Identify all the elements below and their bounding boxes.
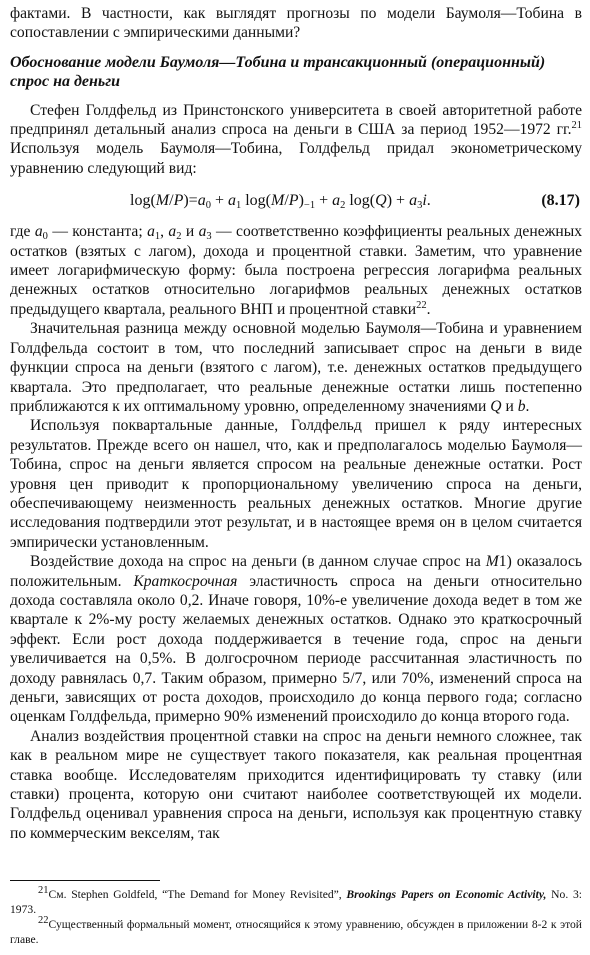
footnote-ref-22: 22 (416, 299, 427, 311)
footnote-22: $^{22}$Существенный формальный момент, относящийся к этому уравнению, обсужден в приложении 8-2 к этой главе. (10, 915, 582, 946)
footnote-ref-21: 21 (571, 119, 582, 131)
paragraph-income-elasticity: Воздействие дохода на спрос на деньги (в данном случае спрос на M1) оказалось положительным. Краткосрочная эластичность спроса на деньги относительно дохода составляла около 0,2. Иначе говоря, 10%-е увеличение дохода ведет в том же квартале к 2%-му росту желаемых денежных остатков. Однако это краткосрочный эффект. Если рост дохода поддерживается в течение года, спрос на деньги увеличивается на 0,5%. В долгосрочном периоде рассчитанная эластичность по доходу равнялась 0,7. Таким образом, примерно 5/7, или 70%, изменений спроса на деньги, зависящих от роста доходов, происходило до конца первого года; согласно оценкам Голдфельда, примерно 90% изменений происходило до конца второго года. (10, 553, 582, 726)
intro-paragraph: фактами. В частности, как выглядят прогнозы по модели Баумоля—Тобина в сопоставлении с эмпирическими данными? (10, 5, 582, 42)
paragraph-interest-rate: Анализ воздействия процентной ставки на спрос на деньги немного сложнее, так как в реальном мире не существует такого показателя, как реальная процентная ставка вообще. Исследователям приходится идентифицировать ту ставку (или ставки) процента, которую они считают наиболее соответствующей их модели. Голдфельд оценивал уравнения спроса на деньги, используя как процентную ставку по коммерческим векселям, так (10, 727, 582, 842)
footnote-divider (10, 880, 160, 881)
footnotes (10, 887, 582, 947)
section-heading: Обоснование модели Баумоля—Тобина и трансакционный (операционный) спрос на деньги (10, 53, 546, 91)
paragraph-lag-difference: Значительная разница между основной моделью Баумоля—Тобина и уравнением Голдфельда состоит в том, что последний записывает спрос на деньги в виде функции спроса на деньги (взятого с лагом), т.е. денежных остатков предыдущего квартала. Это предполагает, что реальные денежные остатки лишь постепенно приближаются к их оптимальному уровню, определенному значениями Q и b. (10, 320, 582, 415)
equation-formula: $\log(M/P)=a_0 + a_1$ $\log(M/P)_{-1} + a_2$ $\log(Q) + a_3i$. (130, 192, 431, 212)
footnote-21: $^{21}$См. Stephen Goldfeld, “The Demand for Money Revisited”, Brookings Papers on Economic Activity, No. 3: 1973. (10, 885, 582, 916)
paragraph-coefficients: где $a_0$ — константа; $a_1$, $a_2$ и $a_3$ — соответственно коэффициенты реальных денежных остатков (взятых с лагом), дохода и процентной ставки. Заметим, что уравнение имеет логарифмическую форму: была построена регрессия логарифма реальных денежных остатков относительно логарифмов реальных денежных остатков предыдущего квартала, реального ВНП и процентной ставки$^{22}$. (10, 223, 583, 318)
equation-8-17 (10, 186, 582, 216)
paragraph-goldfeld-study (10, 101, 582, 179)
paragraph-quarterly-results: Используя поквартальные данные, Голдфельд пришел к ряду интересных результатов. Прежде всего он нашел, что, как и предполагалось моделью Баумоля—Тобина, спрос на деньги является спросом на реальные денежные остатки. Рост уровня цен приводит к пропорциональному увеличению спроса на деньги, обеспечивающему неизменность реальных денежных остатков. Многие другие исследования подтвердили этот результат, и в настоящее время он в целом считается эмпирически установленным. (10, 417, 582, 551)
paragraph-text: Стефен Голдфельд из Принстонского университета в своей авторитетной работе предпринял детальный анализ спроса на деньги в США за период 1952—1972 гг. (10, 101, 582, 139)
equation-number: (8.17) (541, 192, 580, 210)
paragraph-text-tail: Используя модель Баумоля—Тобина, Голдфельд придал эконометрическому уравнению следующий вид: (10, 140, 582, 177)
